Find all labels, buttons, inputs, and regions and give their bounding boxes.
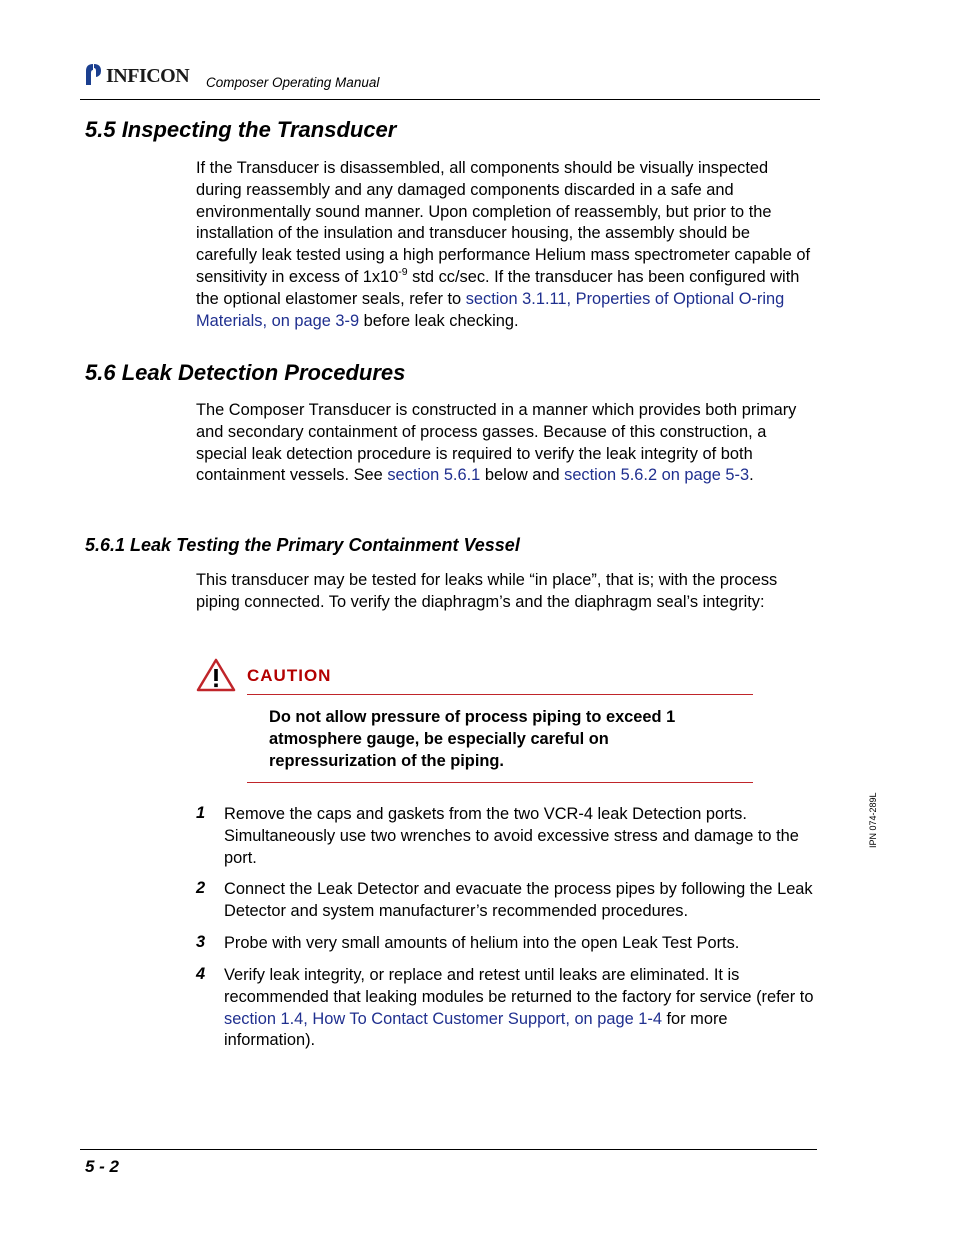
link-section-3-1-11[interactable]: section 3.1.11, Properties of Optional O-ring Materials, on page 3-9 [196, 289, 785, 330]
warning-triangle-icon [196, 658, 236, 697]
ipn-label: IPN 074-289L [868, 792, 878, 848]
link-section-5-6-2[interactable]: section 5.6.2 on page 5-3 [564, 466, 750, 485]
caution-text: Do not allow pressure of process piping to exceed 1 atmosphere gauge, be especially careful on repressurization of the piping. [269, 708, 676, 770]
heading-5-5: 5.5 Inspecting the Transducer [85, 117, 397, 142]
footer-rule [80, 1149, 817, 1150]
paragraph-5-6 [196, 400, 812, 487]
step-text-part: for more information). [224, 1009, 728, 1050]
step-number: 2 [196, 879, 206, 897]
step-text [224, 965, 816, 1052]
superscript-exponent: -9 [398, 265, 408, 278]
step-number: 1 [196, 804, 206, 822]
link-section-1-4[interactable]: section 1.4, How To Contact Customer Support, on page 1-4 [224, 1009, 662, 1028]
caution-rule-bottom [247, 782, 753, 783]
caution-label: CAUTION [247, 666, 332, 685]
step-text: Probe with very small amounts of helium into the open Leak Test Ports. [224, 934, 740, 952]
heading-5-6: 5.6 Leak Detection Procedures [85, 360, 406, 385]
inficon-logo [82, 62, 189, 86]
inficon-logo-icon [82, 62, 104, 86]
step-text: Remove the caps and gaskets from the two VCR-4 leak Detection ports. Simultaneously use two wrenches to avoid excessive stress and damage to the port. [224, 805, 799, 867]
paragraph-text: The Composer Transducer is constructed in a manner which provides both primary and secondary containment of process gasses. Because of this construction, a special leak detection procedure is required to verify the leak integrity of both containment vessels. See [196, 401, 797, 485]
paragraph-text: . [749, 466, 754, 485]
paragraph-text: below and [480, 466, 565, 485]
manual-title: Composer Operating Manual [206, 75, 380, 90]
link-section-5-6-1[interactable]: section 5.6.1 [387, 466, 481, 485]
page-number: 5 - 2 [85, 1157, 120, 1176]
step-number: 4 [196, 965, 206, 983]
paragraph-text: If the Transducer is disassembled, all components should be visually inspected during reassembly and any damaged components discarded in a safe and environmentally sound manner. Upon completion of reassembly, but prior to the installation of the insulation and transducer housing, the assembly should be carefully leak tested using a high performance Helium mass spectrometer capable of sensitivity in excess of 1x10 [196, 159, 811, 286]
paragraph-text: before leak checking. [359, 311, 519, 330]
step-text-part: Verify leak integrity, or replace and retest until leaks are eliminated. It is recommended that leaking modules be returned to the factory for service (refer to [224, 966, 814, 1006]
caution-rule-top [247, 694, 753, 695]
header-rule [80, 99, 820, 100]
logo-text: INFICON [106, 65, 190, 87]
step-number: 3 [196, 933, 206, 951]
paragraph-text: std cc/sec. If the transducer has been configured with the optional elastomer seals, refer to [196, 267, 800, 308]
paragraph-5-6-1-intro: This transducer may be tested for leaks while “in place”, that is; with the process piping connected. To verify the diaphragm’s and the diaphragm seal’s integrity: [196, 571, 778, 611]
heading-5-6-1: 5.6.1 Leak Testing the Primary Containment Vessel [85, 535, 520, 555]
paragraph-5-5 [196, 158, 812, 332]
step-text: Connect the Leak Detector and evacuate the process pipes by following the Leak Detector and system manufacturer’s recommended procedures. [224, 880, 813, 920]
